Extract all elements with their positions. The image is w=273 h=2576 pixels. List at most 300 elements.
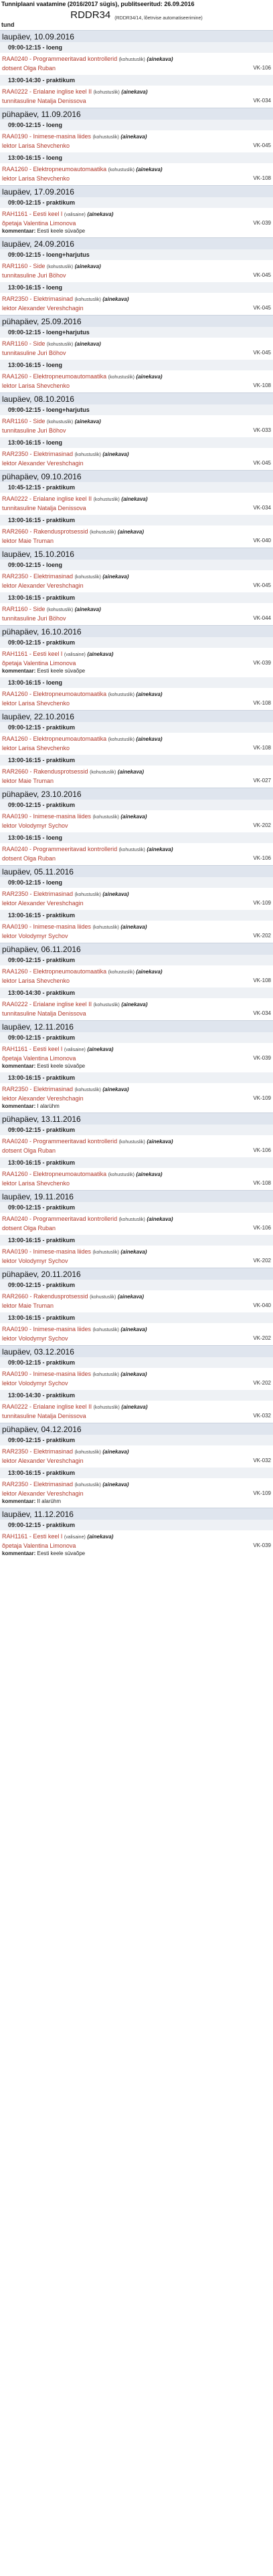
lesson-item — [0, 1390, 273, 1423]
lesson-subject — [2, 1447, 271, 1457]
lesson-time: 09:00-12:15 - loeng+harjutus — [0, 404, 273, 415]
lesson-subject — [2, 417, 271, 427]
subject-name: RAR1160 - Side — [2, 418, 46, 425]
teacher-row — [2, 142, 271, 150]
subject-name: RAR1160 - Side — [2, 340, 46, 347]
teacher-row — [2, 504, 271, 512]
lesson-time: 09:00-12:15 - praktikum — [0, 197, 273, 208]
lesson-time: 09:00-12:15 - praktikum — [0, 1202, 273, 1213]
lesson-subject — [2, 690, 271, 699]
teacher-name: õpetaja Valentina Limonova — [2, 220, 76, 227]
room-code: VK-202 — [253, 1335, 271, 1341]
subject-name: RAH1161 - Eesti keel I — [2, 1046, 63, 1052]
lesson-time: 09:00-12:15 - loeng — [0, 42, 273, 53]
lesson-item — [0, 197, 273, 237]
teacher-name: õpetaja Valentina Limonova — [2, 1542, 76, 1549]
subject-name: RAA0240 - Programmeeritavad kontrollerid — [2, 846, 118, 852]
ainekava-link[interactable]: (ainekava) — [87, 1046, 114, 1052]
room-code: VK-108 — [253, 1180, 271, 1186]
room-code: VK-108 — [253, 977, 271, 983]
comment-text: I alarühm — [37, 1103, 60, 1109]
ainekava-link[interactable]: (ainekava) — [102, 1086, 129, 1092]
lesson-time: 09:00-12:15 - praktikum — [0, 800, 273, 810]
day-section — [0, 1345, 273, 1423]
room-code: VK-032 — [253, 1457, 271, 1463]
comment-text: Eesti keele süvaõpe — [37, 1550, 86, 1556]
lesson-subject — [2, 735, 271, 744]
day-section — [0, 943, 273, 1020]
subject-type: (kohustuslik) — [93, 1405, 120, 1410]
room-code: VK-032 — [253, 1413, 271, 1419]
lesson-subject — [2, 923, 271, 932]
lesson-subject — [2, 340, 271, 349]
lesson-subject — [2, 1532, 271, 1542]
lesson-subject — [2, 605, 271, 614]
teacher-name: lektor Larisa Shevchenko — [2, 745, 70, 751]
ainekava-link[interactable]: (ainekava) — [117, 769, 145, 775]
schedule-list — [0, 30, 273, 1560]
day-section — [0, 1268, 273, 1345]
teacher-name: tunnitasuline Natalja Denissova — [2, 505, 86, 511]
teacher-row — [2, 304, 271, 312]
lesson-subject — [2, 1000, 271, 1010]
comment-label: kommentaar: — [2, 668, 36, 674]
ainekava-link[interactable]: (ainekava) — [136, 374, 163, 380]
ainekava-link[interactable]: (ainekava) — [136, 691, 163, 697]
ainekava-link[interactable]: (ainekava) — [136, 969, 163, 975]
teacher-row — [2, 427, 271, 435]
lesson-item — [0, 42, 273, 75]
lesson-time: 09:00-12:15 - praktikum — [0, 1357, 273, 1368]
teacher-row — [2, 97, 271, 105]
lesson-time: 13:00-14:30 - praktikum — [0, 1390, 273, 1401]
ainekava-link[interactable]: (ainekava) — [120, 134, 147, 140]
ainekava-link[interactable]: (ainekava) — [120, 814, 147, 820]
lesson-comment — [2, 1102, 271, 1110]
lesson-item — [0, 755, 273, 788]
lesson-time: 09:00-12:15 - praktikum — [0, 1125, 273, 1135]
subject-type: (valisaine) — [64, 1535, 86, 1540]
lesson-time: 09:00-12:15 - loeng — [0, 877, 273, 888]
lesson-time: 13:00-16:15 - praktikum — [0, 755, 273, 766]
ainekava-link[interactable]: (ainekava) — [102, 574, 129, 580]
ainekava-link[interactable]: (ainekava) — [121, 1002, 148, 1008]
subject-name: RAA0222 - Erialane inglise keel II — [2, 1403, 92, 1410]
room-code: VK-202 — [253, 822, 271, 828]
lesson-item — [0, 832, 273, 865]
lesson-time: 13:00-16:15 - praktikum — [0, 1312, 273, 1323]
day-date: pühapäev, 13.11.2016 — [0, 1113, 273, 1125]
lesson-time: 13:00-16:15 - loeng — [0, 360, 273, 370]
lesson-item — [0, 1202, 273, 1235]
day-date: pühapäev, 04.12.2016 — [0, 1423, 273, 1435]
day-date: laupäev, 12.11.2016 — [0, 1020, 273, 1032]
lesson-time: 13:00-16:15 - praktikum — [0, 1468, 273, 1478]
teacher-name: dotsent Olga Ruban — [2, 1225, 56, 1232]
subject-type: (kohustuslik) — [92, 925, 119, 930]
room-code: VK-040 — [253, 538, 271, 544]
ainekava-link[interactable]: (ainekava) — [121, 89, 148, 95]
lesson-subject — [2, 1403, 271, 1412]
lesson-item — [0, 1312, 273, 1345]
room-code: VK-106 — [253, 1225, 271, 1231]
subject-name: RAR2660 - Rakendusprotsessid — [2, 1293, 88, 1300]
subject-type: (valisaine) — [64, 1048, 86, 1052]
room-code: VK-039 — [253, 1542, 271, 1548]
subject-name: RAA0190 - Inimese-masina liides — [2, 923, 92, 930]
teacher-row — [2, 614, 271, 622]
teacher-name: lektor Alexander Vereshchagin — [2, 900, 84, 907]
teacher-name: õpetaja Valentina Limonova — [2, 1055, 76, 1062]
comment-label: kommentaar: — [2, 228, 36, 234]
subject-name: RAH1161 - Eesti keel I — [2, 211, 63, 217]
teacher-name: lektor Volodymyr Sychov — [2, 933, 68, 939]
room-code: VK-109 — [253, 900, 271, 906]
lesson-item — [0, 282, 273, 315]
ainekava-link[interactable]: (ainekava) — [120, 1371, 147, 1377]
day-section — [0, 1508, 273, 1560]
ainekava-link[interactable]: (ainekava) — [102, 1482, 129, 1488]
subject-type: (kohustuslik) — [46, 420, 74, 425]
room-code: VK-045 — [253, 350, 271, 356]
subject-type: (kohustuslik) — [108, 1173, 134, 1177]
teacher-name: lektor Volodymyr Sychov — [2, 1380, 68, 1387]
lesson-subject — [2, 495, 271, 504]
subject-name: RAR2660 - Rakendusprotsessid — [2, 528, 88, 535]
subject-type: (kohustuslik) — [46, 608, 74, 612]
lesson-subject — [2, 1215, 271, 1224]
lesson-subject — [2, 88, 271, 97]
lesson-time: 13:00-16:15 - praktikum — [0, 910, 273, 921]
lesson-subject — [2, 528, 271, 537]
lesson-subject — [2, 1085, 271, 1094]
ainekava-link[interactable]: (ainekava) — [121, 1404, 148, 1410]
lesson-time: 09:00-12:15 - loeng — [0, 120, 273, 130]
lesson-subject — [2, 1045, 271, 1054]
teacher-row — [2, 1302, 271, 1310]
lesson-item — [0, 437, 273, 470]
subject-type: (kohustuslik) — [118, 848, 145, 852]
ainekava-link[interactable]: (ainekava) — [117, 1294, 145, 1300]
lesson-item — [0, 152, 273, 185]
ainekava-link[interactable]: (ainekava) — [136, 166, 163, 172]
room-code: VK-034 — [253, 505, 271, 511]
teacher-row — [2, 537, 271, 545]
day-section — [0, 710, 273, 788]
room-code: VK-039 — [253, 660, 271, 666]
lesson-item — [0, 955, 273, 987]
room-code: VK-044 — [253, 615, 271, 621]
room-code: VK-039 — [253, 1055, 271, 1061]
lesson-subject — [2, 210, 271, 219]
teacher-row — [2, 1334, 271, 1342]
day-date: pühapäev, 16.10.2016 — [0, 625, 273, 637]
room-code: VK-034 — [253, 98, 271, 104]
ainekava-link[interactable]: (ainekava) — [136, 1171, 163, 1177]
teacher-name: lektor Larisa Shevchenko — [2, 1180, 70, 1187]
subject-type: (kohustuslik) — [74, 1450, 101, 1455]
lesson-item — [0, 249, 273, 282]
ainekava-link[interactable]: (ainekava) — [102, 891, 129, 897]
lesson-time: 13:00-16:15 - praktikum — [0, 1072, 273, 1083]
ainekava-link[interactable]: (ainekava) — [147, 1216, 173, 1222]
day-date: pühapäev, 11.09.2016 — [0, 108, 273, 120]
subject-name: RAA0190 - Inimese-masina liides — [2, 1326, 92, 1332]
teacher-name: õpetaja Valentina Limonova — [2, 660, 76, 667]
teacher-row — [2, 822, 271, 830]
room-code: VK-108 — [253, 700, 271, 706]
ainekava-link[interactable]: (ainekava) — [120, 1249, 147, 1255]
day-section — [0, 470, 273, 548]
ainekava-link[interactable]: (ainekava) — [120, 1326, 147, 1332]
room-code: VK-109 — [253, 1095, 271, 1101]
ainekava-link[interactable]: (ainekava) — [87, 211, 114, 217]
ainekava-link[interactable]: (ainekava) — [147, 846, 173, 852]
ainekava-link[interactable]: (ainekava) — [102, 451, 129, 457]
teacher-name: tunnitasuline Juri Böhov — [2, 272, 66, 279]
room-code: VK-202 — [253, 1258, 271, 1264]
day-date: pühapäev, 25.09.2016 — [0, 315, 273, 327]
lesson-item — [0, 1157, 273, 1190]
teacher-name: lektor Alexander Vereshchagin — [2, 1490, 84, 1497]
day-date: laupäev, 17.09.2016 — [0, 185, 273, 197]
lesson-time: 13:00-16:15 - praktikum — [0, 592, 273, 603]
teacher-name: lektor Larisa Shevchenko — [2, 142, 70, 149]
room-code: VK-108 — [253, 175, 271, 181]
subject-name: RAR2350 - Elektrimasinad — [2, 1481, 74, 1488]
lesson-subject — [2, 1137, 271, 1147]
lesson-subject — [2, 1292, 271, 1302]
teacher-name: lektor Larisa Shevchenko — [2, 977, 70, 984]
lesson-subject — [2, 650, 271, 659]
day-section — [0, 315, 273, 392]
lesson-subject — [2, 132, 271, 142]
lesson-comment — [2, 1498, 271, 1505]
subject-name: RAR2350 - Elektrimasinad — [2, 296, 74, 302]
subject-type: (kohustuslik) — [74, 1483, 101, 1488]
ainekava-link[interactable]: (ainekava) — [74, 419, 101, 425]
teacher-row — [2, 1412, 271, 1420]
lesson-subject — [2, 845, 271, 854]
subject-name: RAA1260 - Elektropneumoautomaatika — [2, 1171, 107, 1177]
ainekava-link[interactable]: (ainekava) — [117, 529, 145, 535]
subject-type: (kohustuslik) — [93, 90, 120, 95]
ainekava-link[interactable]: (ainekava) — [74, 263, 101, 269]
teacher-name: lektor Maie Truman — [2, 1302, 54, 1309]
lesson-item — [0, 800, 273, 832]
lesson-time: 13:00-16:15 - praktikum — [0, 515, 273, 525]
teacher-name: lektor Maie Truman — [2, 538, 54, 544]
lesson-time: 13:00-16:15 - loeng — [0, 152, 273, 163]
ainekava-link[interactable]: (ainekava) — [102, 296, 129, 302]
ainekava-link[interactable]: (ainekava) — [102, 1449, 129, 1455]
subject-name: RAH1161 - Eesti keel I — [2, 1533, 63, 1540]
teacher-name: lektor Volodymyr Sychov — [2, 1335, 68, 1342]
teacher-row — [2, 659, 271, 667]
day-section — [0, 392, 273, 470]
day-date: laupäev, 19.11.2016 — [0, 1190, 273, 1202]
ainekava-link[interactable]: (ainekava) — [120, 924, 147, 930]
subject-type: (kohustuslik) — [108, 970, 134, 975]
room-code: VK-202 — [253, 1380, 271, 1386]
ainekava-link[interactable]: (ainekava) — [74, 606, 101, 612]
room-code: VK-106 — [253, 1147, 271, 1153]
lesson-time: 09:00-12:15 - loeng — [0, 560, 273, 570]
subject-name: RAA0240 - Programmeeritavad kontrollerid — [2, 1138, 118, 1145]
lesson-time: 13:00-16:15 - praktikum — [0, 1157, 273, 1168]
subject-type: (kohustuslik) — [92, 1250, 119, 1255]
lesson-subject — [2, 1480, 271, 1490]
subject-name: RAA1260 - Elektropneumoautomaatika — [2, 735, 107, 742]
subject-type: (valisaine) — [64, 213, 86, 217]
subject-type: (kohustuslik) — [118, 1217, 145, 1222]
teacher-row — [2, 1457, 271, 1465]
lesson-item — [0, 1235, 273, 1268]
ainekava-link[interactable]: (ainekava) — [74, 341, 101, 347]
subject-name: RAR2350 - Elektrimasinad — [2, 1086, 74, 1092]
comment-text: Eesti keele süvaõpe — [37, 1063, 86, 1069]
subject-name: RAA0240 - Programmeeritavad kontrollerid — [2, 1215, 118, 1222]
subject-type: (kohustuslik) — [93, 497, 120, 502]
page-title: Tunniplaani vaatamine (2016/2017 sügis), publitseeritud: 26.09.2016 — [1, 1, 195, 7]
room-code: VK-106 — [253, 65, 271, 71]
lesson-item — [0, 910, 273, 943]
subject-name: RAA0190 - Inimese-masina liides — [2, 1371, 92, 1377]
teacher-row — [2, 1094, 271, 1102]
day-date: pühapäev, 20.11.2016 — [0, 1268, 273, 1280]
teacher-row — [2, 1257, 271, 1265]
subject-name: RAA1260 - Elektropneumoautomaatika — [2, 373, 107, 380]
day-section — [0, 108, 273, 185]
room-code: VK-045 — [253, 460, 271, 466]
comment-text: Eesti keele süvaõpe — [37, 668, 86, 674]
lesson-item — [0, 1125, 273, 1157]
lesson-time: 10:45-12:15 - praktikum — [0, 482, 273, 493]
teacher-row — [2, 699, 271, 707]
lesson-item — [0, 327, 273, 360]
subject-type: (kohustuslik) — [74, 575, 101, 580]
subject-type: (kohustuslik) — [74, 1088, 101, 1092]
subject-type: (kohustuslik) — [74, 893, 101, 897]
ainekava-link[interactable]: (ainekava) — [147, 1139, 173, 1145]
day-date: laupäev, 11.12.2016 — [0, 1508, 273, 1520]
subject-type: (kohustuslik) — [108, 737, 134, 742]
teacher-row — [2, 382, 271, 390]
teacher-row — [2, 271, 271, 279]
subject-name: RAR2660 - Rakendusprotsessid — [2, 768, 88, 775]
lesson-time: 09:00-12:15 - loeng+harjutus — [0, 249, 273, 260]
subject-name: RAA1260 - Elektropneumoautomaatika — [2, 968, 107, 975]
day-date: pühapäev, 09.10.2016 — [0, 470, 273, 482]
subject-type: (kohustuslik) — [92, 815, 119, 820]
subject-type: (kohustuslik) — [93, 1003, 120, 1008]
lesson-subject — [2, 1370, 271, 1379]
teacher-row — [2, 349, 271, 357]
subject-name: RAR2350 - Elektrimasinad — [2, 451, 74, 457]
teacher-row — [2, 219, 271, 227]
teacher-row — [2, 1054, 271, 1062]
room-code: VK-033 — [253, 427, 271, 433]
teacher-row — [2, 1490, 271, 1498]
subject-name: RAH1161 - Eesti keel I — [2, 651, 63, 657]
teacher-row — [2, 1010, 271, 1018]
day-date: laupäev, 15.10.2016 — [0, 548, 273, 560]
teacher-row — [2, 744, 271, 752]
subject-name: RAA0240 - Programmeeritavad kontrollerid — [2, 55, 118, 62]
teacher-name: dotsent Olga Ruban — [2, 1147, 56, 1154]
teacher-row — [2, 1542, 271, 1550]
ainekava-link[interactable]: (ainekava) — [87, 651, 114, 657]
lesson-subject — [2, 768, 271, 777]
room-code: VK-108 — [253, 745, 271, 751]
day-date: laupäev, 10.09.2016 — [0, 30, 273, 42]
teacher-name: lektor Alexander Vereshchagin — [2, 1457, 84, 1464]
comment-text: II alarühm — [37, 1498, 62, 1504]
subject-type: (kohustuslik) — [90, 1295, 116, 1300]
teacher-name: tunnitasuline Juri Böhov — [2, 427, 66, 434]
teacher-name: tunnitasuline Natalja Denissova — [2, 98, 86, 104]
teacher-name: dotsent Olga Ruban — [2, 855, 56, 862]
room-code: VK-045 — [253, 305, 271, 311]
teacher-row — [2, 1147, 271, 1155]
day-section — [0, 1020, 273, 1113]
subject-name: RAA0190 - Inimese-masina liides — [2, 813, 92, 820]
lesson-time: 09:00-12:15 - praktikum — [0, 1435, 273, 1445]
lesson-item — [0, 1072, 273, 1113]
teacher-row — [2, 1179, 271, 1187]
teacher-name: tunnitasuline Juri Böhov — [2, 350, 66, 356]
subject-type: (kohustuslik) — [118, 57, 145, 62]
room-code: VK-108 — [253, 382, 271, 388]
subject-type: (kohustuslik) — [90, 770, 116, 775]
subject-name: RAR2350 - Elektrimasinad — [2, 573, 74, 580]
lesson-comment — [2, 667, 271, 675]
teacher-name: lektor Larisa Shevchenko — [2, 175, 70, 182]
lesson-item — [0, 482, 273, 515]
lesson-time: 13:00-14:30 - praktikum — [0, 987, 273, 998]
lesson-item — [0, 637, 273, 677]
teacher-row — [2, 1224, 271, 1232]
ainekava-link[interactable]: (ainekava) — [121, 496, 148, 502]
lesson-subject — [2, 165, 271, 174]
lesson-time: 09:00-12:15 - praktikum — [0, 722, 273, 733]
lesson-subject — [2, 295, 271, 304]
teacher-name: lektor Volodymyr Sychov — [2, 1258, 68, 1264]
subject-name: RAA0190 - Inimese-masina liides — [2, 133, 92, 140]
lesson-time: 13:00-16:15 - praktikum — [0, 1235, 273, 1246]
day-date: laupäev, 03.12.2016 — [0, 1345, 273, 1357]
comment-label: kommentaar: — [2, 1498, 36, 1504]
lesson-item — [0, 722, 273, 755]
ainekava-link[interactable]: (ainekava) — [136, 736, 163, 742]
subject-type: (kohustuslik) — [92, 1373, 119, 1377]
lesson-item — [0, 677, 273, 710]
teacher-row — [2, 777, 271, 785]
lesson-item — [0, 120, 273, 152]
group-header — [0, 9, 273, 21]
teacher-row — [2, 1379, 271, 1387]
teacher-row — [2, 582, 271, 590]
lesson-time: 09:00-12:15 - praktikum — [0, 1280, 273, 1290]
lesson-item — [0, 560, 273, 592]
ainekava-link[interactable]: (ainekava) — [147, 56, 173, 62]
day-date: laupäev, 22.10.2016 — [0, 710, 273, 722]
lesson-item — [0, 592, 273, 625]
ainekava-link[interactable]: (ainekava) — [87, 1534, 114, 1540]
lesson-item — [0, 1032, 273, 1072]
subject-type: (kohustuslik) — [74, 453, 101, 457]
subject-type: (kohustuslik) — [90, 530, 116, 535]
